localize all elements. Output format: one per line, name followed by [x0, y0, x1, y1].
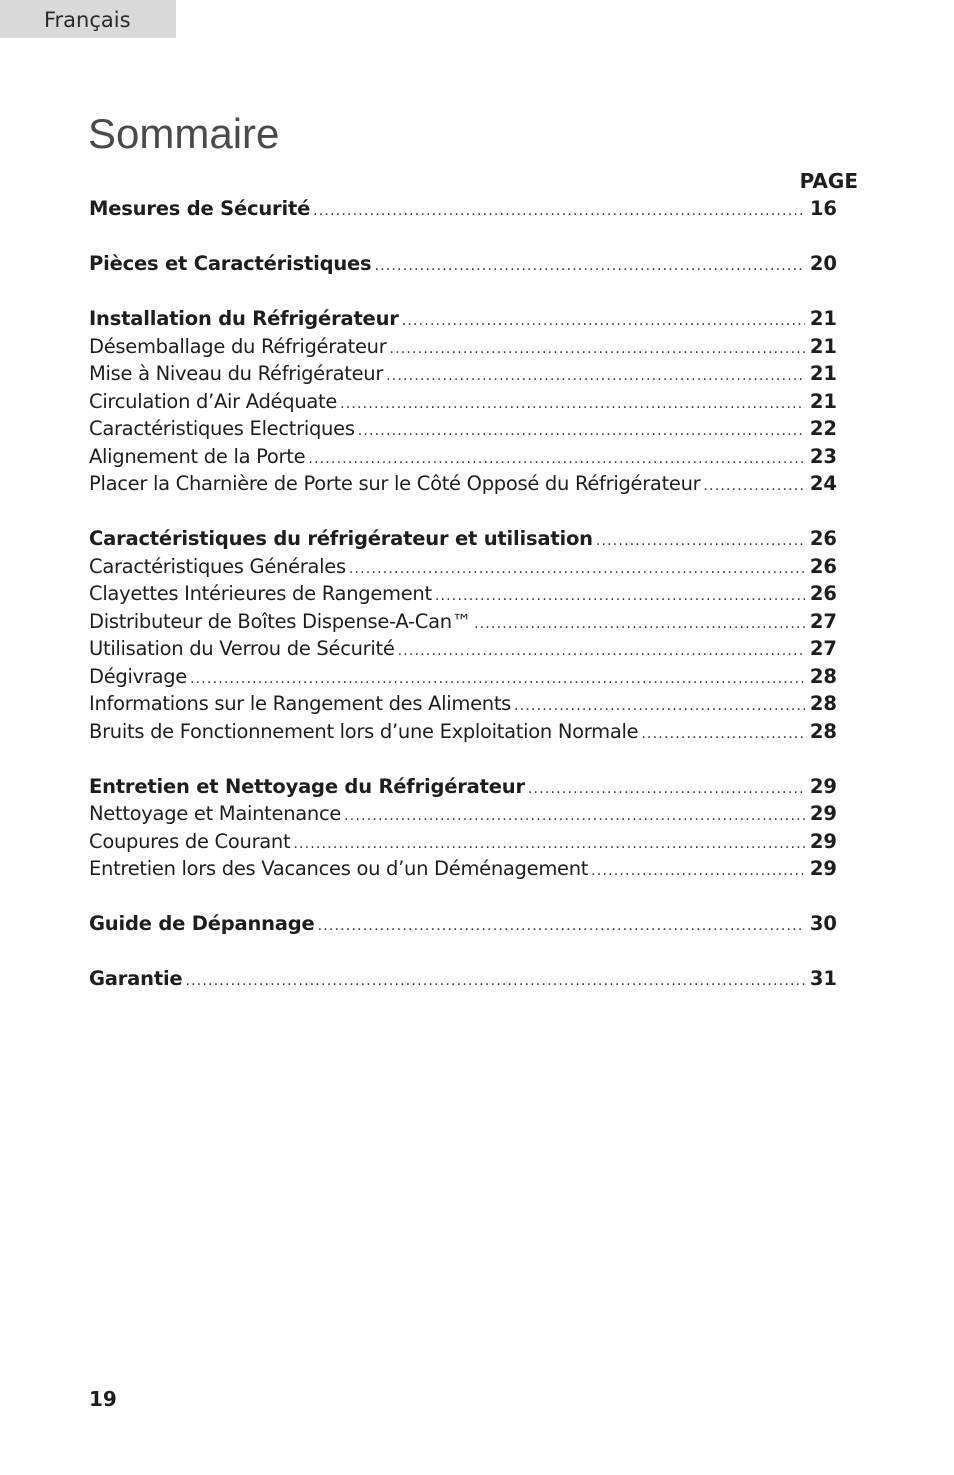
toc-page-number: 23	[809, 444, 837, 468]
toc-heading-label: Entretien et Nettoyage du Réfrigérateur	[89, 774, 525, 798]
page-column-header: PAGE	[799, 169, 858, 193]
toc-section-heading[interactable]	[89, 525, 837, 553]
dot-leader	[337, 391, 805, 416]
toc-entry-label: Alignement de la Porte	[89, 444, 306, 468]
toc-entry[interactable]	[89, 470, 837, 498]
toc-entry[interactable]	[89, 718, 837, 746]
toc-page-number: 21	[809, 334, 837, 358]
dot-leader	[187, 666, 805, 691]
toc-entry[interactable]	[89, 855, 837, 883]
toc-entry-label: Distributeur de Boîtes Dispense-A-Can™	[89, 609, 471, 633]
dot-leader	[310, 198, 805, 223]
toc-entry-label: Caractéristiques Electriques	[89, 417, 355, 440]
toc-page-number: 27	[809, 637, 837, 660]
toc-page-number: 28	[809, 692, 837, 715]
toc-entry[interactable]	[89, 415, 837, 443]
toc-page-number: 28	[809, 664, 837, 688]
toc-entry[interactable]	[89, 333, 837, 361]
toc-page-number: 20	[809, 252, 837, 275]
toc-heading-label: Mesures de Sécurité	[89, 197, 311, 220]
toc-section	[89, 250, 837, 278]
toc-entry-label: Caractéristiques Générales	[89, 554, 346, 578]
toc-page-number: 21	[809, 307, 837, 330]
toc-section	[89, 305, 837, 498]
toc-entry-label: Entretien lors des Vacances ou d’un Déménagement	[89, 857, 589, 880]
toc-entry[interactable]	[89, 443, 837, 471]
toc-page-number: 29	[809, 774, 837, 798]
toc-heading-label: Guide de Dépannage	[89, 912, 315, 935]
page-title: Sommaire	[88, 110, 280, 157]
toc-entry-label: Coupures de Courant	[89, 829, 291, 853]
toc-page-number: 24	[809, 472, 837, 495]
toc-page-number: 26	[809, 554, 837, 578]
toc-section-heading[interactable]	[89, 195, 837, 223]
toc-page-number: 22	[809, 417, 837, 440]
toc-entry[interactable]	[89, 690, 837, 718]
toc-page-number: 21	[809, 362, 837, 385]
toc-section	[89, 910, 837, 938]
toc-section-heading[interactable]	[89, 965, 837, 993]
table-of-contents	[89, 195, 837, 1020]
dot-leader	[471, 611, 805, 636]
dot-leader	[588, 858, 805, 883]
dot-leader	[305, 446, 805, 471]
toc-heading-label: Garantie	[89, 967, 183, 990]
toc-page-number: 26	[809, 582, 837, 605]
toc-section	[89, 965, 837, 993]
toc-entry-label: Mise à Niveau du Réfrigérateur	[89, 362, 384, 385]
dot-leader	[346, 556, 805, 581]
toc-page-number: 27	[809, 609, 837, 633]
toc-entry[interactable]	[89, 663, 837, 691]
dot-leader	[395, 638, 805, 663]
toc-entry-label: Dégivrage	[89, 664, 187, 688]
toc-entry[interactable]	[89, 388, 837, 416]
toc-section-heading[interactable]	[89, 910, 837, 938]
toc-entry-label: Placer la Charnière de Porte sur le Côté Opposé du Réfrigérateur	[89, 472, 701, 495]
dot-leader	[432, 583, 805, 608]
toc-page-number: 29	[809, 857, 837, 880]
dot-leader	[290, 831, 805, 856]
dot-leader	[700, 473, 805, 498]
toc-section-heading[interactable]	[89, 305, 837, 333]
dot-leader	[341, 803, 805, 828]
toc-entry-label: Nettoyage et Maintenance	[89, 802, 342, 825]
toc-page-number: 30	[809, 912, 837, 935]
toc-page-number: 29	[809, 802, 837, 825]
dot-leader	[355, 418, 805, 443]
toc-entry-label: Utilisation du Verrou de Sécurité	[89, 637, 395, 660]
toc-entry-label: Informations sur le Rangement des Aliments	[89, 692, 512, 715]
toc-entry-label: Bruits de Fonctionnement lors d’une Exploitation Normale	[89, 719, 639, 743]
toc-entry[interactable]	[89, 635, 837, 663]
toc-entry-label: Clayettes Intérieures de Rangement	[89, 582, 432, 605]
dot-leader	[383, 363, 805, 388]
dot-leader	[525, 776, 805, 801]
toc-section	[89, 525, 837, 745]
page-number: 19	[89, 1387, 117, 1411]
toc-heading-label: Pièces et Caractéristiques	[89, 252, 372, 275]
dot-leader	[386, 336, 805, 361]
dot-leader	[371, 253, 805, 278]
toc-page-number: 16	[809, 197, 837, 220]
toc-page-number: 26	[809, 527, 837, 550]
toc-page-number: 29	[809, 829, 837, 853]
toc-entry[interactable]	[89, 800, 837, 828]
dot-leader	[182, 968, 805, 993]
toc-heading-label: Installation du Réfrigérateur	[89, 307, 399, 330]
dot-leader	[315, 913, 805, 938]
dot-leader	[638, 721, 805, 746]
toc-section	[89, 195, 837, 223]
dot-leader	[399, 308, 805, 333]
toc-page-number: 21	[809, 389, 837, 413]
dot-leader	[593, 528, 805, 553]
toc-entry[interactable]	[89, 828, 837, 856]
toc-entry[interactable]	[89, 608, 837, 636]
toc-page-number: 28	[809, 719, 837, 743]
toc-section-heading[interactable]	[89, 250, 837, 278]
toc-page-number: 31	[809, 967, 837, 990]
toc-heading-label: Caractéristiques du réfrigérateur et utilisation	[89, 527, 593, 550]
toc-entry[interactable]	[89, 553, 837, 581]
toc-section-heading[interactable]	[89, 773, 837, 801]
toc-entry-label: Désemballage du Réfrigérateur	[89, 334, 387, 358]
language-tab: Français	[0, 0, 176, 38]
toc-entry[interactable]	[89, 580, 837, 608]
toc-section	[89, 773, 837, 883]
toc-entry[interactable]	[89, 360, 837, 388]
toc-entry-label: Circulation d’Air Adéquate	[89, 389, 338, 413]
dot-leader	[511, 693, 805, 718]
